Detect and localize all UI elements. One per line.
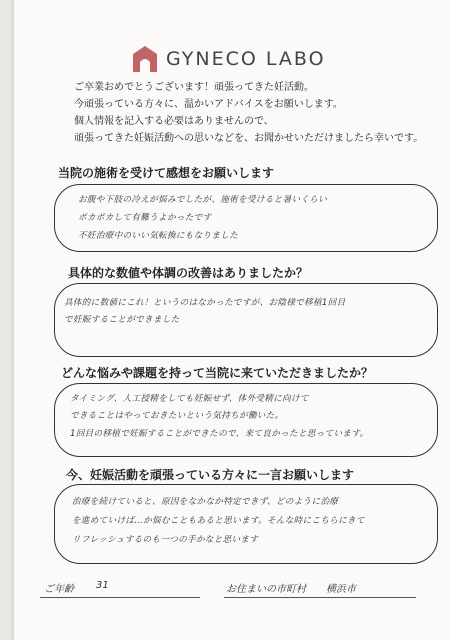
answer-1-line: お腹や下肢の冷えが悩みでしたが、施術を受けると暑いくらい (78, 195, 328, 205)
answer-4-line: 治療を続けていると、原因をなかなか特定できず、どのように治療 (72, 497, 339, 507)
age-value: 31 (96, 580, 109, 591)
city-underline (224, 597, 416, 598)
question-4-title: 今、妊娠活動を頑張っている方々に一言お願いします (66, 468, 355, 482)
question-2-title: 具体的な数値や体調の改善はありましたか？ (68, 266, 309, 280)
question-3-title: どんな悩みや課題を持って当院に来ていただきましたか？ (61, 366, 374, 380)
brand-name: GYNECO LABO (166, 48, 326, 70)
age-underline (40, 597, 200, 598)
answer-3-line: 1回目の移植で妊娠することができたので、来て良かったと思っています。 (70, 429, 369, 439)
survey-sheet (14, 0, 451, 640)
intro-text (74, 79, 434, 147)
intro-line: 頑張ってきた妊娠活動への思いなどを、お聞かせいただけましたら幸いです。 (74, 133, 424, 144)
answer-2-line: 具体的に数値にこれ！というのはなかったですが、お陰様で移植1回目 (64, 298, 346, 308)
answer-3-line: できることはやっておきたいという気持ちが働いた。 (70, 411, 284, 421)
answer-3-line: タイミング、人工授精をしても妊娠せず、体外受精に向けて (70, 394, 309, 404)
answer-4-line: を進めていけば…か悩むこともあると思います。そんな時にこちらにきて (72, 516, 365, 526)
answer-4-line: リフレッシュするのも一つの手かなと思います (72, 535, 259, 545)
answer-2-line: で妊娠することができました (64, 315, 180, 325)
city-label: お住まいの市町村 (226, 584, 306, 595)
answer-1-line: ポカポカして有難うよかったです (78, 213, 212, 223)
age-label: ご年齢 (44, 584, 74, 595)
question-1-title: 当院の施術を受けて感想をお願いします (58, 166, 275, 180)
brand-logo (132, 44, 326, 74)
intro-line: 今頑張っている方々に、温かいアドバイスをお願いします。 (74, 99, 343, 110)
answer-1-line: 不妊治療中のいい気転換にもなりました (78, 231, 239, 241)
city-value: 横浜市 (326, 584, 356, 595)
intro-line: ご卒業おめでとうございます！頑張ってきた妊活動。 (74, 82, 314, 93)
intro-line: 個人情報を記入する必要はありませんので、 (74, 116, 274, 127)
house-logo-icon (132, 45, 158, 73)
